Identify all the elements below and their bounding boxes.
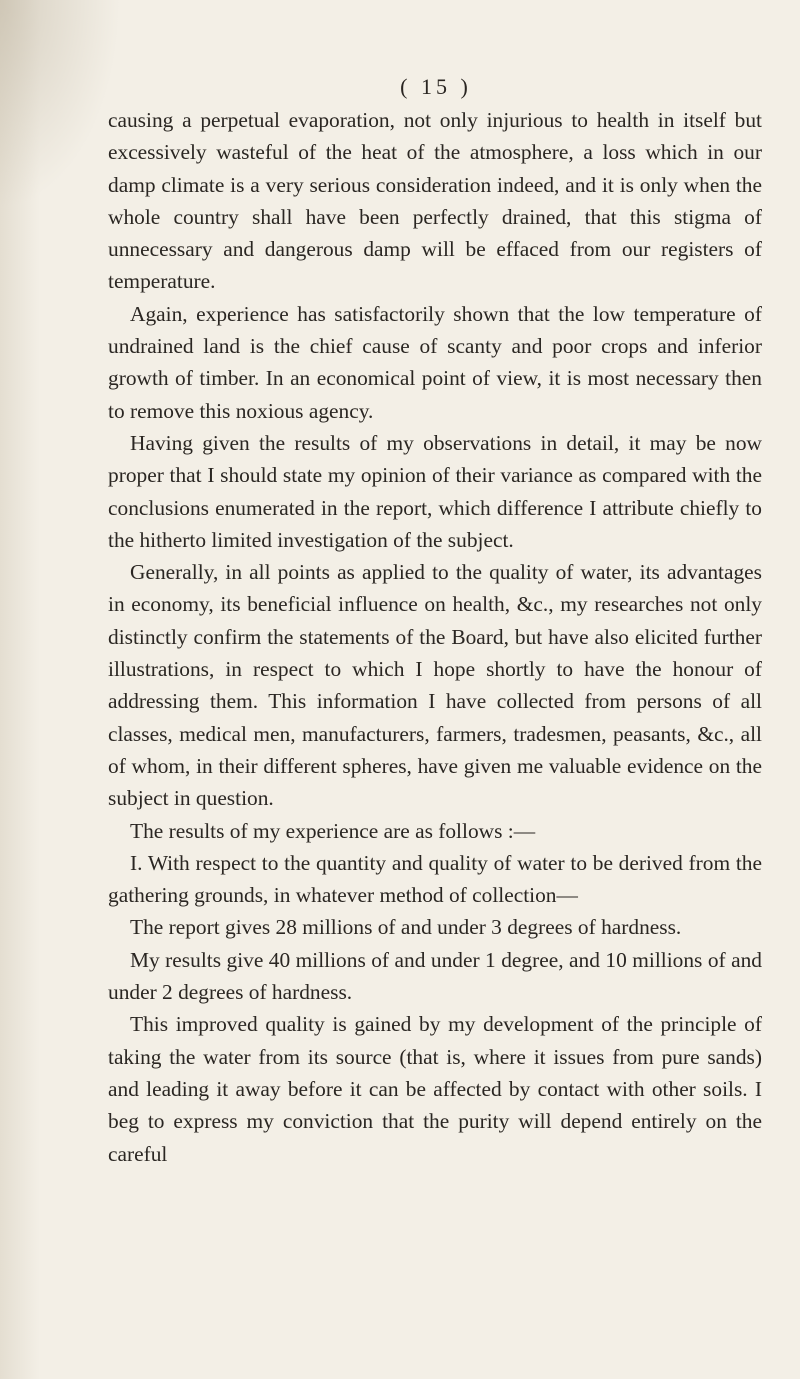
paragraph-4: Generally, in all points as applied to the quality of water, its advantages in economy, its beneficial influence on health, &c., my researches not only distinctly confirm the statements of the Board, but have also elicited further illustrations, in respect to which I hope shortly to have the honour of addressing them. This information I have collected from persons of all classes, medical men, manufacturers, farmers, tradesmen, peasants, &c., all of whom, in their different spheres, have given me valuable evidence on the subject in question.	[108, 560, 762, 811]
paragraph-5: The results of my experience are as follows :—	[130, 818, 536, 843]
paragraph-3: Having given the results of my observations in detail, it may be now proper that I should state my opinion of their variance as compared with the conclusions enumerated in the report, which difference I attribute chiefly to the hitherto limited investigation of the subject.	[108, 430, 762, 552]
page-number: ( 15 )	[400, 74, 472, 99]
paragraph-8: My results give 40 millions of and under 1 degree, and 10 millions of and under 2 degrees of hardness.	[108, 947, 762, 1005]
paragraph-6: I. With respect to the quantity and quality of water to be derived from the gathering grounds, in whatever method of collection—	[108, 850, 762, 908]
paragraph-9: This improved quality is gained by my development of the principle of taking the water from its source (that is, where it issues from pure sands) and leading it away before it can be affected by contact with other soils. I beg to express my conviction that the purity will depend entirely on the careful	[108, 1012, 762, 1166]
paragraph-2: Again, experience has satisfactorily shown that the low temperature of undrained land is the chief cause of scanty and poor crops and inferior growth of timber. In an economical point of view, it is most necessary then to remove this noxious agency.	[108, 301, 762, 423]
body-text	[108, 104, 762, 1170]
paragraph-1: causing a perpetual evaporation, not only injurious to health in itself but excessively wasteful of the heat of the atmosphere, a loss which in our damp climate is a very serious consideration indeed, and it is only when the whole country shall have been perfectly drained, that this stigma of unnecessary and dangerous damp will be effaced from our registers of temperature.	[108, 108, 762, 294]
paragraph-7: The report gives 28 millions of and under 3 degrees of hardness.	[130, 915, 682, 940]
